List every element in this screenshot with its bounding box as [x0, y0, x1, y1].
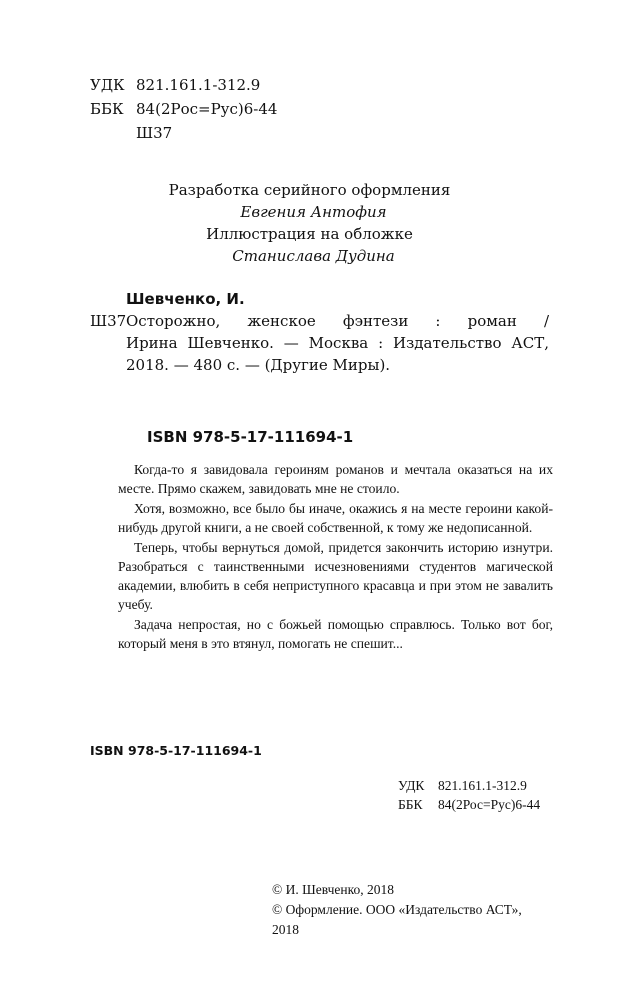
udk-label-bottom: УДК: [398, 778, 425, 793]
bbk-value: 84(2Рос=Рус)6-44: [136, 100, 278, 118]
udk-value: 821.161.1-312.9: [136, 76, 261, 94]
udk-row-bottom: [398, 776, 540, 795]
catalog-body: [90, 310, 549, 376]
annotation-paragraph: Когда-то я завидовала героиням романов и мечтала оказаться на их месте. Прямо скажем, завидовать мне не стоило.: [118, 462, 553, 496]
copyright-block: [272, 880, 522, 940]
copyright-year: 2018: [272, 922, 299, 937]
catalog-text: [126, 310, 549, 376]
bbk-row-bottom: [398, 795, 540, 814]
catalog-record: [90, 288, 549, 376]
catalog-line: Осторожно, женское фэнтези : роман /: [126, 312, 549, 330]
annotation-paragraph: Хотя, возможно, все было бы иначе, окажись я на месте героини какой-нибудь другой книги, а не своей собственной, к тому же недописанной.: [118, 501, 553, 535]
isbn-bottom: ISBN 978-5-17-111694-1: [90, 743, 262, 758]
annotation: [118, 460, 553, 654]
bbk-row: [90, 97, 277, 121]
udk-label: УДК: [90, 76, 125, 94]
bbk-label-bottom: ББК: [398, 797, 423, 812]
catalog-line: Ирина Шевченко. — Москва : Издательство АСТ,: [126, 334, 549, 352]
classification-bottom: [398, 776, 540, 814]
catalog-line: 2018. — 480 с. — (Другие Миры).: [126, 356, 391, 374]
annotation-paragraph: Теперь, чтобы вернуться домой, придется закончить историю изнутри. Разобраться с таинственными исчезновениями студентов магической академии, влюбить в себя неприступного красавца и при этом не завалить учебу.: [118, 540, 553, 612]
cover-illustrator-name: Станислава Дудина: [232, 247, 395, 265]
classification-top: [90, 73, 277, 145]
copyright-design: © Оформление. ООО «Издательство АСТ»,: [272, 902, 522, 917]
catalog-code: Ш37: [90, 312, 127, 330]
author-code: Ш37: [136, 124, 173, 142]
series-design-label: Разработка серийного оформления: [168, 181, 451, 199]
udk-row: [90, 73, 277, 97]
bbk-label: ББК: [90, 100, 124, 118]
bbk-value-bottom: 84(2Рос=Рус)6-44: [438, 797, 541, 812]
cover-illustration-label: Иллюстрация на обложке: [206, 225, 413, 243]
udk-value-bottom: 821.161.1-312.9: [438, 778, 527, 793]
copyright-author: © И. Шевченко, 2018: [272, 882, 394, 897]
isbn-main: ISBN 978-5-17-111694-1: [147, 428, 354, 446]
credits-block: [0, 179, 619, 267]
series-designer-name: Евгения Антофия: [240, 203, 387, 221]
annotation-paragraph: Задача непростая, но с божьей помощью справлюсь. Только вот бог, который меня в это втянул, помогать не спешит...: [118, 617, 553, 651]
catalog-author-heading: Шевченко, И.: [126, 290, 245, 308]
